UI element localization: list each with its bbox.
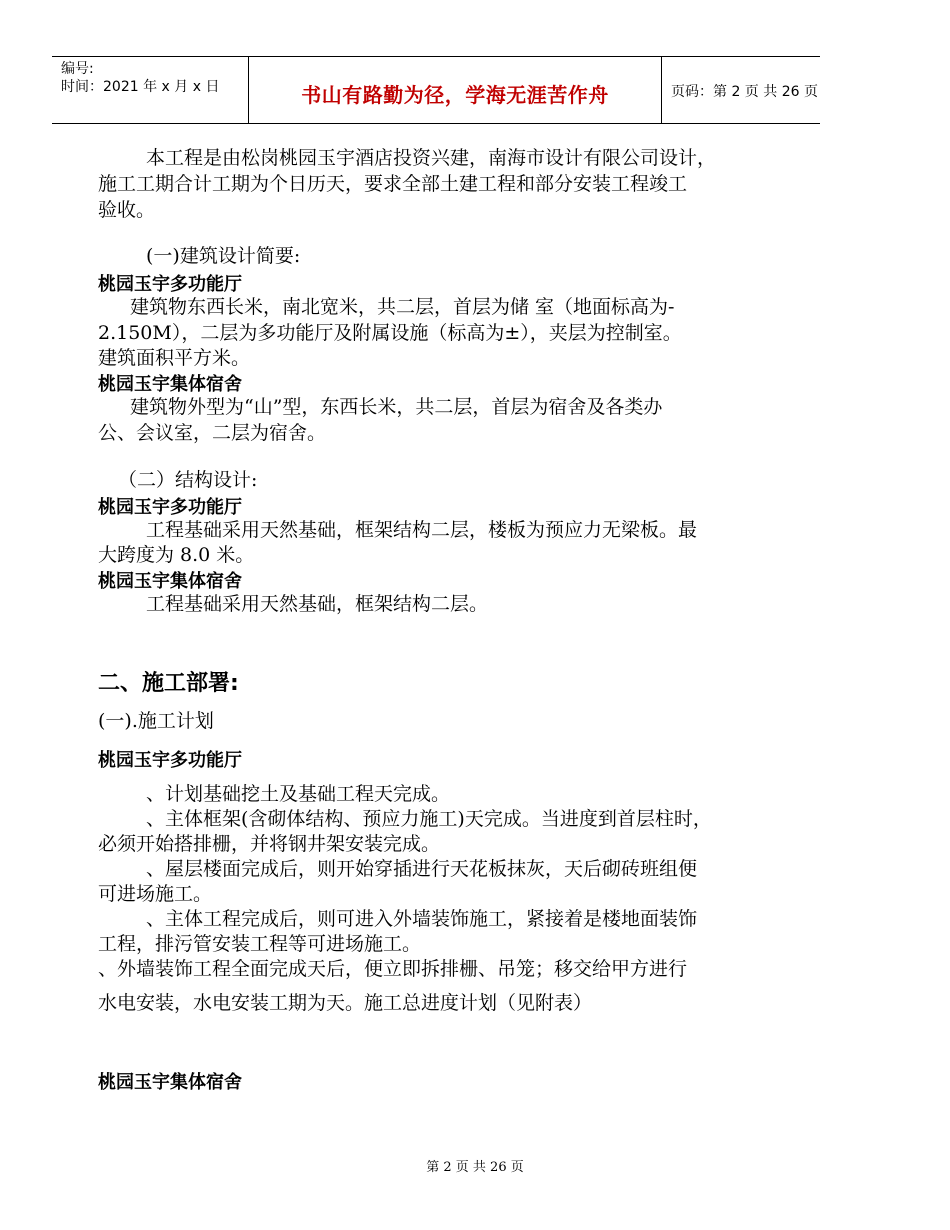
dorm-title-1: 桃园玉宇集体宿舍 [98,374,242,395]
number-label: 编号: [61,61,94,77]
dorm-title-3: 桃园玉宇集体宿舍 [98,1072,242,1093]
hall-title-3: 桃园玉宇多功能厅 [98,750,242,771]
plan-item-4: 、主体工程完成后，则可进入外墙装饰施工，紧接着是楼地面装饰 [146,908,698,930]
document-header [52,56,820,124]
arch-heading: (一)建筑设计简要: [146,245,301,267]
struct-heading: （二）结构设计: [118,469,258,491]
intro-line-1: 本工程是由松岗桃园玉宇酒店投资兴建，南海市设计有限公司设计， [146,147,717,169]
plan-item-2-cont: 必须开始搭排栅，并将钢井架安装完成。 [98,833,441,855]
time-label: 时间：2021 年 x 月 x 日 [61,79,220,95]
section-2-title: 二、施工部署: [98,671,239,696]
header-motto-cell [248,57,662,123]
plan-item-5: 、外墙装饰工程全面完成天后，便立即拆排栅、吊笼；移交给甲方进行 [98,958,688,980]
plan-item-2: 、主体框架(含砌体结构、预应力施工)天完成。当进度到首层柱时， [146,808,712,830]
hall-title-1: 桃园玉宇多功能厅 [98,274,242,295]
hall-struct-line-2: 大跨度为 8.0 米。 [98,544,255,566]
page-footer: 第 2 页 共 26 页 [426,1160,524,1175]
plan-item-5-cont: 水电安装，水电安装工期为天。施工总进度计划（见附表） [98,992,593,1014]
hall-struct-line-1: 工程基础采用天然基础，框架结构二层，楼板为预应力无梁板。最 [146,519,698,541]
header-meta-cell [52,57,248,123]
hall-arch-line-3: 建筑面积平方米。 [98,347,251,369]
intro-line-2: 施工工期合计工期为个日历天，要求全部土建工程和部分安装工程竣工 [98,173,688,195]
plan-heading: (一).施工计划 [98,710,214,732]
plan-item-3-cont: 可进场施工。 [98,883,213,905]
motto-text: 书山有路勤为径，学海无涯苦作舟 [301,83,609,107]
dorm-arch-line-2: 公、会议室，二层为宿舍。 [98,422,327,444]
hall-arch-line-2: 2.150M），二层为多功能厅及附属设施（标高为±），夹层为控制室。 [98,322,682,344]
hall-arch-line-1: 建筑物东西长米，南北宽米，共二层，首层为储 室（地面标高为- [130,296,675,318]
page-indicator: 页码：第 2 页 共 26 页 [671,84,818,100]
intro-line-3: 验收。 [98,199,156,221]
dorm-title-2: 桃园玉宇集体宿舍 [98,571,242,592]
dorm-arch-line-1: 建筑物外型为“山”型，东西长米，共二层，首层为宿舍及各类办 [130,396,663,418]
plan-item-4-cont: 工程，排污管安装工程等可进场施工。 [98,933,422,955]
header-page-cell [661,57,820,123]
plan-item-3: 、屋层楼面完成后，则开始穿插进行天花板抹灰，天后砌砖班组便 [146,858,698,880]
plan-item-1: 、计划基础挖土及基础工程天完成。 [146,783,451,805]
dorm-struct-line: 工程基础采用天然基础，框架结构二层。 [146,593,489,615]
hall-title-2: 桃园玉宇多功能厅 [98,497,242,518]
